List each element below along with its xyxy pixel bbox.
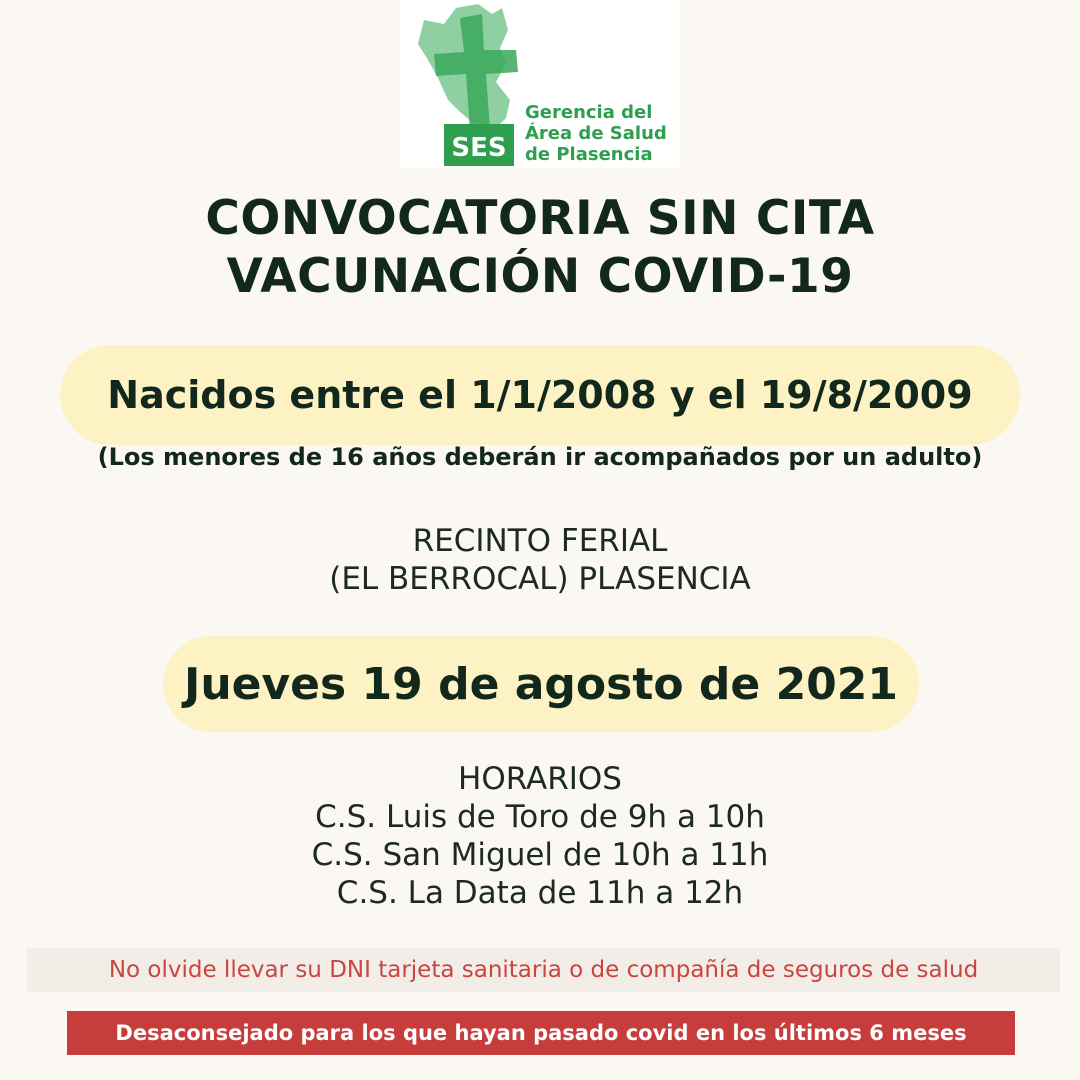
id-reminder: No olvide llevar su DNI tarjeta sanitaria o de compañía de seguros de salud [27,948,1060,992]
birth-range-banner: Nacidos entre el 1/1/2008 y el 19/8/2009 [60,345,1020,445]
title-line-1: CONVOCATORIA SIN CITA [205,191,875,246]
title-line-2: VACUNACIÓN COVID-19 [226,249,854,304]
schedule-item: C.S. La Data de 11h a 12h [336,875,744,911]
venue [0,522,1080,598]
schedule [0,760,1080,912]
logo-acronym: SES [451,133,507,163]
schedule-item: C.S. Luis de Toro de 9h a 10h [315,799,765,835]
logo-text [525,102,667,165]
venue-line-1: RECINTO FERIAL [412,523,668,559]
logo-line: de Plasencia [525,144,653,165]
minors-note: (Los menores de 16 años deberán ir acompañados por un adulto) [97,443,983,471]
page-title [0,190,1080,306]
ses-logo [400,0,680,168]
date-banner: Jueves 19 de agosto de 2021 [163,636,919,732]
covid-warning-banner: Desaconsejado para los que hayan pasado covid en los últimos 6 meses [67,1011,1015,1055]
schedule-item: C.S. San Miguel de 10h a 11h [311,837,769,873]
schedule-heading: HORARIOS [458,761,622,797]
logo-line: Gerencia del [525,102,653,123]
venue-line-2: (EL BERROCAL) PLASENCIA [329,561,751,597]
logo-line: Área de Salud [525,123,667,144]
